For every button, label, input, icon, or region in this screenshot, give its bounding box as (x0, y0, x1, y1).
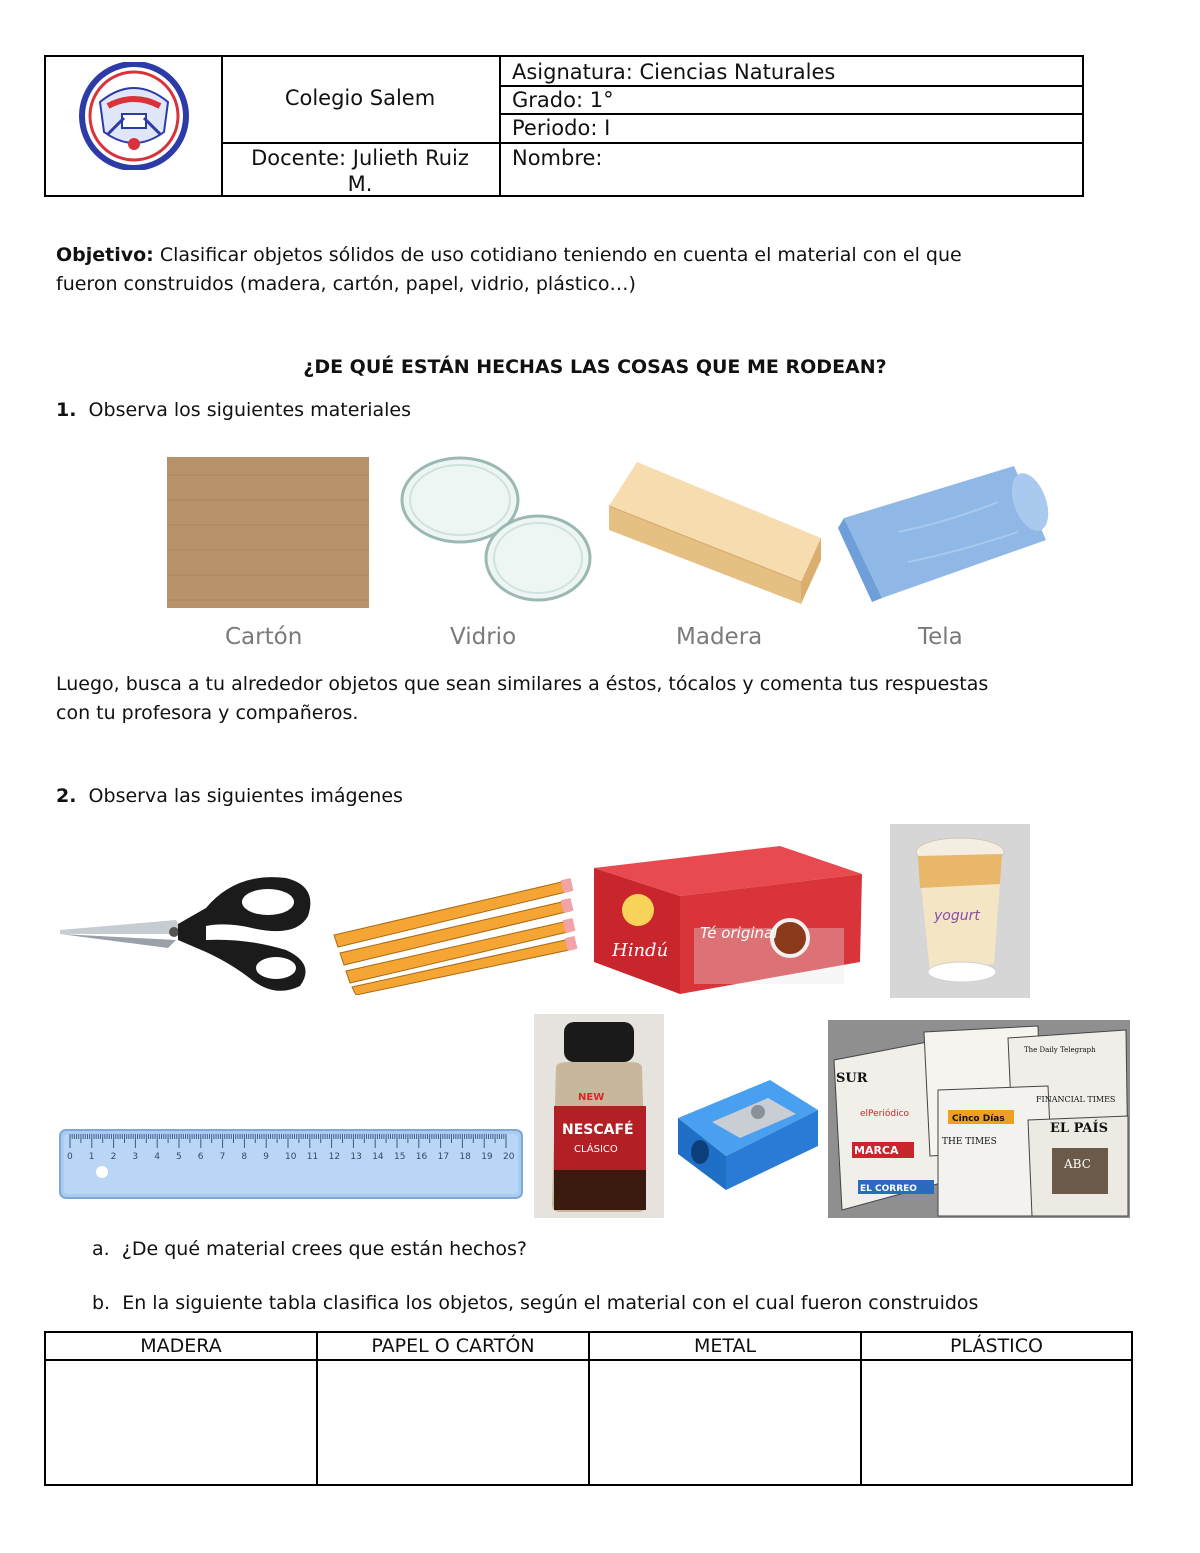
ruler-number: 8 (241, 1152, 248, 1162)
table-cell-madera[interactable] (46, 1361, 316, 1484)
classification-table (44, 1331, 1133, 1486)
table-cell-papel[interactable] (318, 1361, 588, 1484)
ruler-number: 11 (306, 1152, 319, 1162)
subquestion-a (92, 1235, 527, 1264)
newspapers-image (828, 1020, 1130, 1218)
yogurt-label: yogurt (934, 908, 980, 924)
objective (56, 241, 1156, 299)
glass-image (398, 455, 594, 605)
ruler-number: 3 (132, 1152, 139, 1162)
objective-label: Objetivo: (56, 244, 154, 266)
ruler-image (56, 1128, 526, 1200)
teacher-line-1: Docente: Julieth Ruiz (251, 146, 469, 170)
table-header-madera: MADERA (140, 1335, 222, 1357)
newspaper-times: THE TIMES (942, 1137, 997, 1147)
ruler-number: 18 (459, 1152, 471, 1162)
newspaper-ft: FINANCIAL TIMES (1036, 1095, 1116, 1104)
grade-label: Grado: 1° (512, 88, 614, 112)
material-label-wood: Madera (676, 624, 763, 650)
question-1-text: Observa los siguientes materiales (88, 399, 411, 421)
material-label-cardboard: Cartón (225, 624, 303, 650)
period-label: Periodo: I (512, 116, 611, 140)
name-label: Nombre: (512, 146, 603, 170)
question-2-text: Observa las siguientes imágenes (88, 785, 403, 807)
school-name: Colegio Salem (284, 86, 436, 110)
subquestion-b-label: b. (92, 1292, 111, 1314)
ruler-number: 14 (372, 1152, 384, 1162)
ruler-number: 4 (154, 1152, 160, 1162)
newspaper-telegraph: The Daily Telegraph (1024, 1046, 1096, 1054)
coffee-jar-image (534, 1014, 664, 1218)
question-1-number: 1. (56, 399, 77, 421)
subquestion-b (92, 1289, 978, 1318)
objective-line-1: Clasificar objetos sólidos de uso cotidiano teniendo en cuenta el material con el que (153, 244, 962, 266)
ruler-number: 16 (415, 1152, 428, 1162)
objective-line-2: fueron construidos (madera, cartón, papel, vidrio, plástico…) (56, 273, 636, 295)
table-header-plastico: PLÁSTICO (950, 1335, 1043, 1357)
table-header-papel: PAPEL O CARTÓN (371, 1335, 535, 1357)
ruler-number: 6 (197, 1152, 204, 1162)
subject-label: Asignatura: Ciencias Naturales (512, 60, 836, 84)
newspaper-el-pais: EL PAÍS (1050, 1121, 1108, 1136)
coffee-subtitle: CLÁSICO (574, 1144, 618, 1155)
ruler-number: 17 (437, 1152, 450, 1162)
ruler-number: 15 (394, 1152, 406, 1162)
question-1-followup (56, 670, 1176, 728)
ruler-number: 1 (88, 1152, 95, 1162)
header-divider (499, 57, 501, 195)
ruler-number: 9 (263, 1152, 269, 1162)
tea-box-image (590, 838, 866, 998)
ruler-number: 12 (328, 1152, 341, 1162)
tea-brand: Hindú (612, 940, 669, 961)
newspaper-cinco-dias: Cinco Días (952, 1114, 1005, 1124)
teacher-line-2: M. (347, 172, 373, 196)
teacher-label (221, 145, 499, 197)
header-table (44, 55, 1084, 197)
tea-subtitle: Té original (700, 924, 778, 942)
material-label-cloth: Tela (918, 624, 963, 650)
sharpener-image (672, 1074, 824, 1194)
ruler-number: 0 (67, 1152, 73, 1162)
newspaper-el-correo: EL CORREO (860, 1184, 917, 1194)
question-1 (56, 396, 411, 425)
subquestion-a-text: ¿De qué material crees que están hechos? (121, 1238, 527, 1260)
cardboard-image (165, 455, 371, 610)
coffee-brand: NESCAFÉ (562, 1122, 634, 1138)
yogurt-cup-image (890, 824, 1030, 998)
subquestion-a-label: a. (92, 1238, 110, 1260)
scissors-image (56, 868, 320, 996)
table-cell-plastico[interactable] (862, 1361, 1131, 1484)
table-header-metal: METAL (693, 1335, 757, 1357)
cloth-roll-image (838, 462, 1052, 604)
ruler-number: 10 (285, 1152, 297, 1162)
ruler-number: 13 (350, 1152, 362, 1162)
newspaper-sur: SUR (836, 1071, 868, 1086)
material-label-glass: Vidrio (450, 624, 517, 650)
page-title: ¿DE QUÉ ESTÁN HECHAS LAS COSAS QUE ME RODEAN? (303, 356, 887, 378)
subquestion-b-text: En la siguiente tabla clasifica los objetos, según el material con el cual fueron construidos (122, 1292, 979, 1314)
question-2-number: 2. (56, 785, 77, 807)
followup-line-2: con tu profesora y compañeros. (56, 702, 359, 724)
newspaper-abc: ABC (1064, 1157, 1091, 1171)
ruler-number: 19 (481, 1152, 493, 1162)
school-logo (78, 62, 190, 170)
wood-block-image (605, 458, 825, 608)
newspaper-marca: MARCA (854, 1144, 899, 1157)
ruler-number: 20 (503, 1152, 515, 1162)
ruler-number: 2 (110, 1152, 117, 1162)
ruler-number: 5 (176, 1152, 182, 1162)
pencils-image (330, 873, 584, 995)
newspaper-periodico: elPeriódico (860, 1109, 910, 1119)
table-cell-metal[interactable] (590, 1361, 860, 1484)
header-divider (221, 142, 1082, 144)
coffee-new: NEW (578, 1092, 605, 1103)
question-2 (56, 782, 403, 811)
ruler-number: 7 (219, 1152, 226, 1162)
followup-line-1: Luego, busca a tu alrededor objetos que sean similares a éstos, tócalos y comenta tus respuestas (56, 673, 989, 695)
